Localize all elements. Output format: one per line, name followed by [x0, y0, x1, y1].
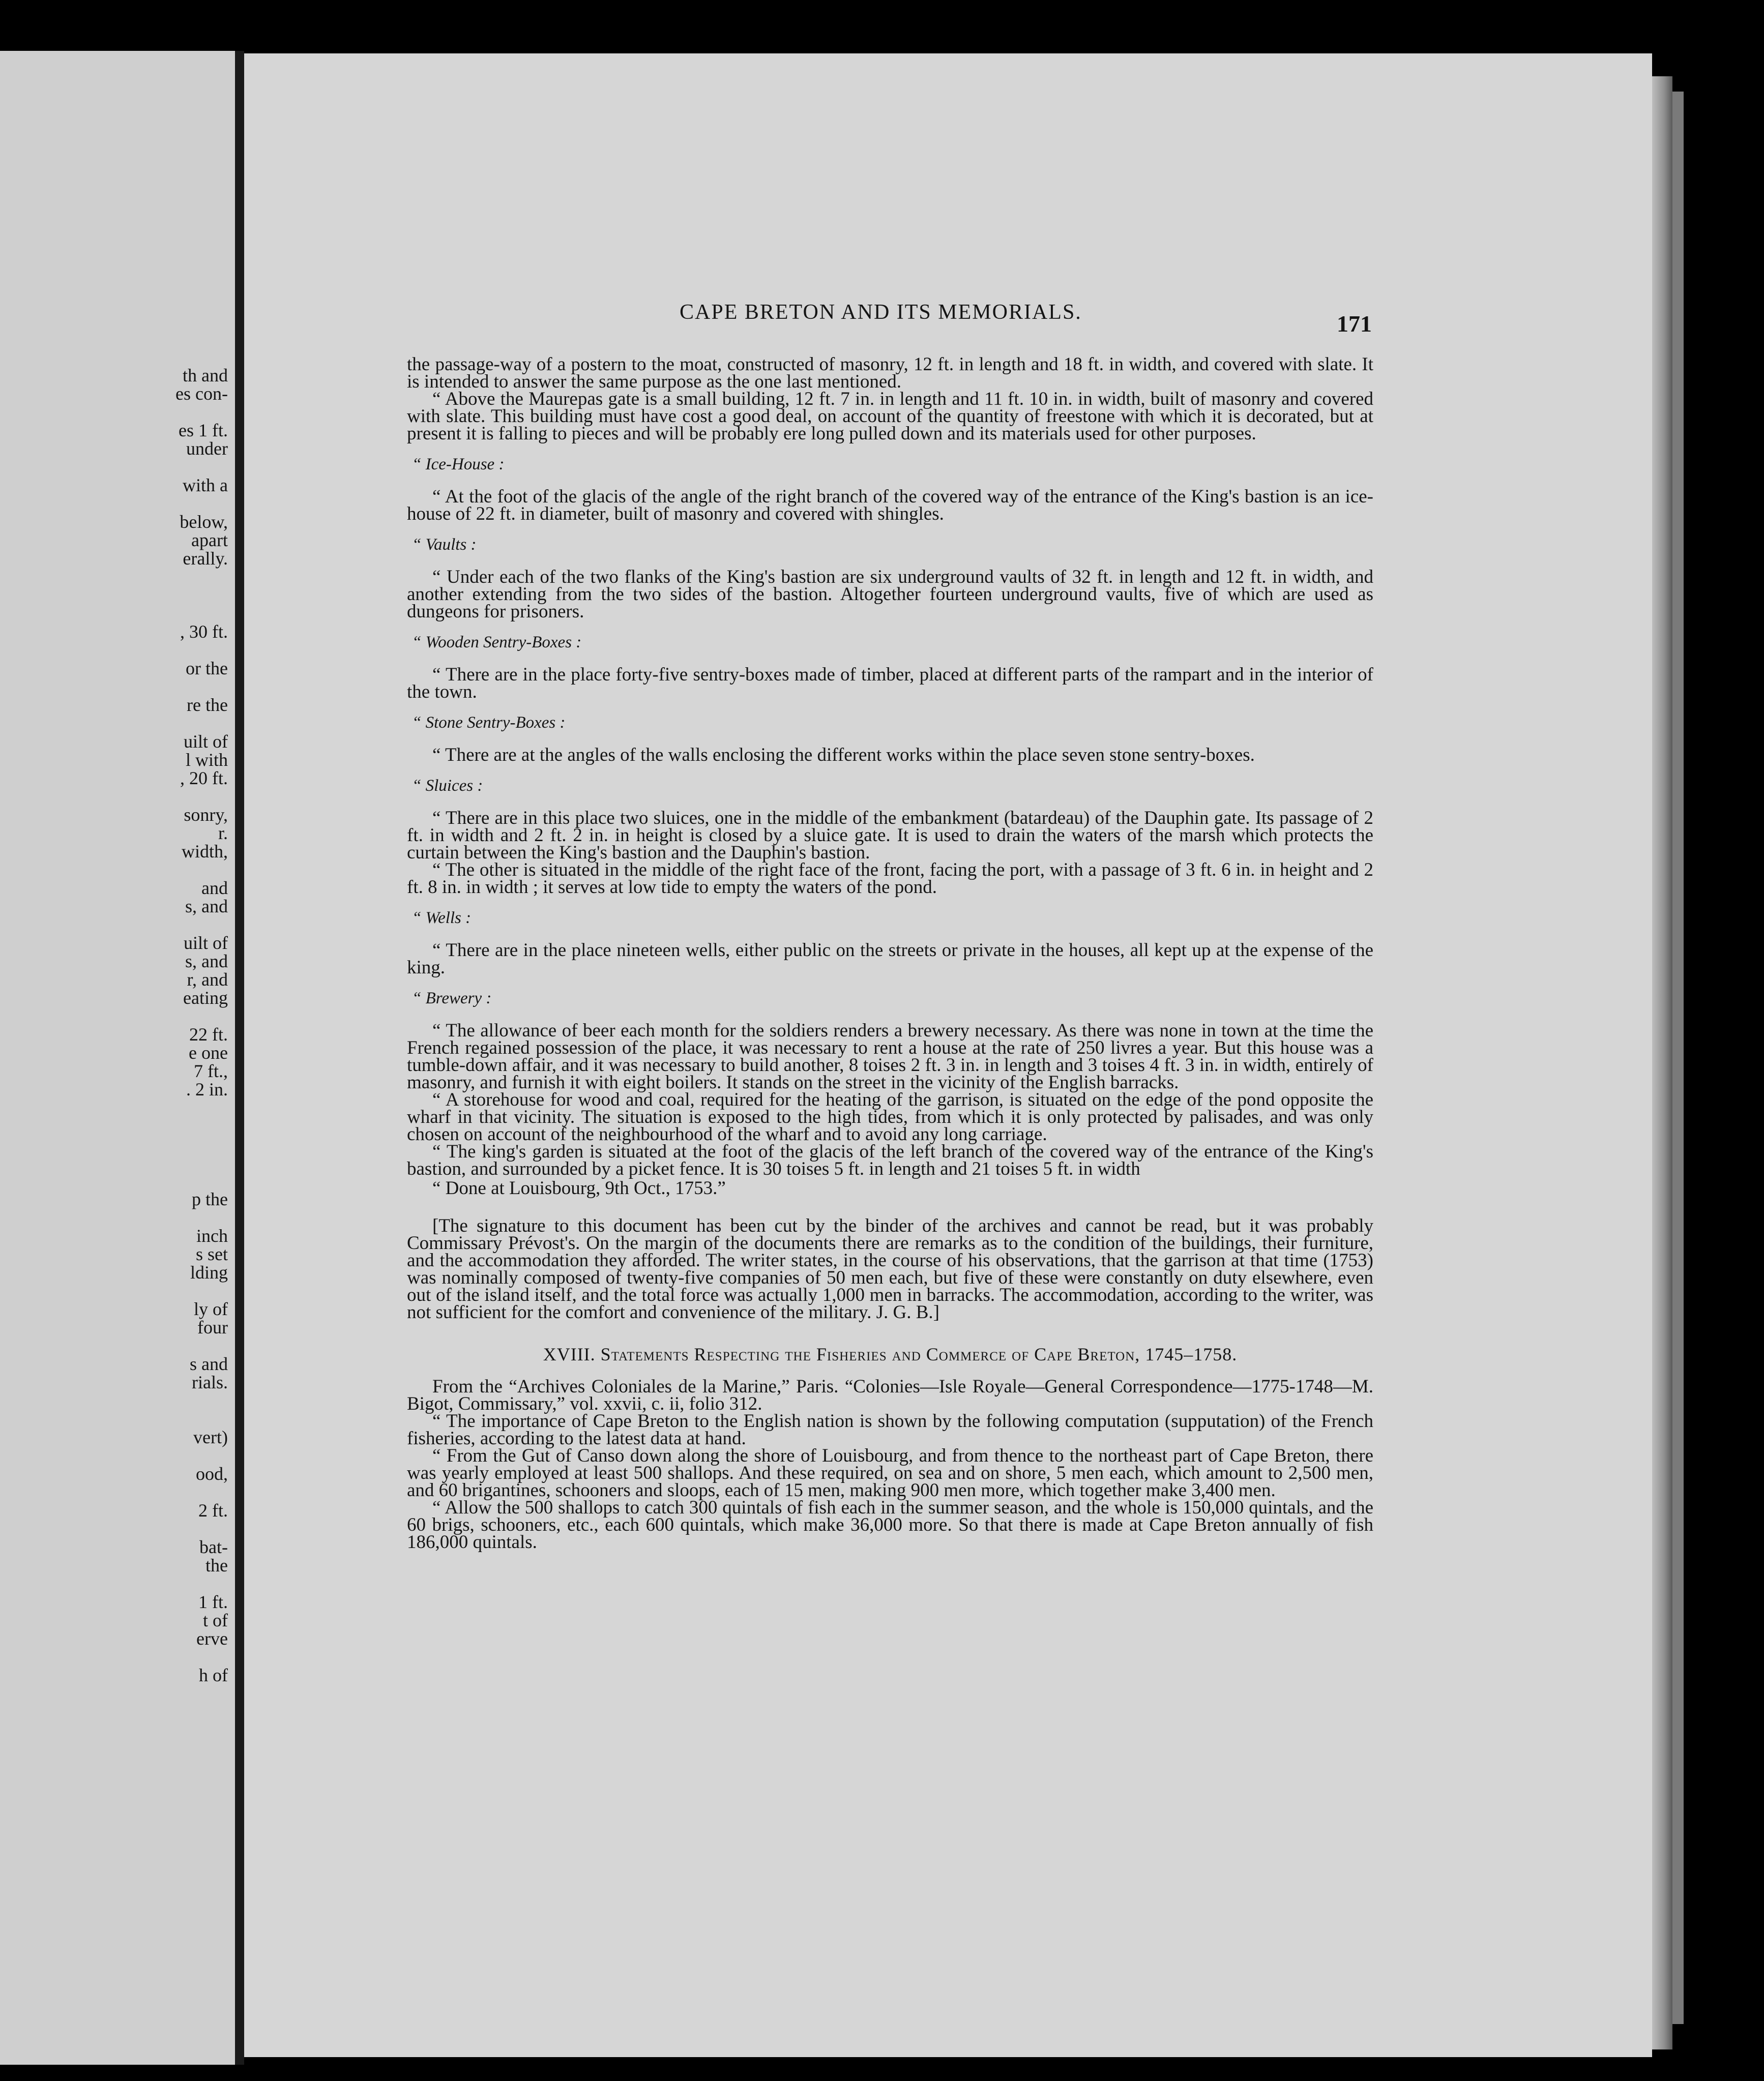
- left-page-line: [4, 641, 228, 659]
- left-page-line: four: [197, 1317, 228, 1337]
- left-page-line: [4, 860, 228, 879]
- left-page-line: bat-: [199, 1537, 228, 1557]
- paragraph: “ The other is situated in the middle of the right face of the front, facing the port, with a passage of 3 ft. 6 in. in height and 2 ft. 8 in. in width ; it serves at low tide to empty the waters of the pond.: [407, 859, 1373, 898]
- left-page-line: [4, 1135, 228, 1153]
- left-page-line: uilt of: [184, 731, 228, 752]
- paragraph: “ There are in this place two sluices, one in the middle of the embankment (batardeau) of the Dauphin gate. Its passage of 2 ft. in width and 2 ft. 2 in. in height is closed by a sluice gate. It is used to drain the waters of the marsh which protects the curtain between the King's bastion and the Dauphin's bastion.: [407, 808, 1373, 863]
- paragraph: “ The allowance of beer each month for the soldiers renders a brewery necessary. As there was none in town at the time the French regained possession of the place, it was necessary to rent a house at the rate of 250 livres a year. But this house was a tumble-down affair, and it was necessary to build another, 8 toises 2 ft. 3 in. in length and 3 toises 4 ft. 3 in. in width, entirely of masonry, and furnish it with eight boilers. It stands on the street in the vicinity of the English barracks.: [407, 1020, 1373, 1093]
- left-page-line: [4, 568, 228, 586]
- left-page-line: re the: [187, 695, 228, 715]
- left-page-line: the: [205, 1555, 228, 1575]
- left-page-line: [4, 1483, 228, 1501]
- left-page-line: [4, 1410, 228, 1428]
- left-page-line: . 2 in.: [186, 1079, 228, 1099]
- left-page-line: [4, 1153, 228, 1172]
- paragraph: “ The king's garden is situated at the foot of the glacis of the left branch of the covered way of the entrance of the King's bastion, and surrounded by a picket fence. It is 30 toises 5 ft. in length and 21 toises 5 ft. in width: [407, 1141, 1373, 1179]
- left-page-line: s set: [196, 1244, 228, 1264]
- left-page-line: [4, 1282, 228, 1300]
- left-page-line: es con-: [175, 383, 228, 404]
- left-page-line: [4, 1574, 228, 1593]
- left-page-line: [4, 1446, 228, 1465]
- left-page-line: [4, 915, 228, 934]
- page-edge-shadow: [1672, 92, 1684, 2024]
- left-page-line: vert): [193, 1427, 228, 1447]
- left-page-line: [4, 787, 228, 806]
- section-heading: “ Vaults :: [412, 536, 477, 554]
- left-page-line: s, and: [185, 896, 228, 916]
- left-page-line: [4, 1007, 228, 1025]
- left-page-line: s, and: [185, 951, 228, 971]
- left-page-line: apart: [191, 530, 228, 550]
- left-page-line: width,: [181, 841, 228, 861]
- left-page-line: [4, 1172, 228, 1190]
- left-page-line: , 20 ft.: [180, 768, 228, 788]
- left-page-line: [4, 604, 228, 622]
- left-page-line: [4, 677, 228, 696]
- section-heading: “ Sluices :: [412, 777, 483, 795]
- paragraph: “ There are in the place nineteen wells, either public on the streets or private in the houses, all kept up at the expense of the king.: [407, 940, 1373, 978]
- left-page-line: [4, 1520, 228, 1538]
- paragraph: From the “Archives Coloniales de la Marine,” Paris. “Colonies—Isle Royale—General Correspondence—1775-1748—M. Bigot, Commissary,” vol. xxvii, c. ii, folio 312.: [407, 1376, 1373, 1414]
- signature-line: “ Done at Louisbourg, 9th Oct., 1753.”: [432, 1178, 726, 1199]
- left-page-fragment: [0, 51, 238, 2065]
- left-page-line: l with: [185, 750, 228, 770]
- left-page-line: uilt of: [184, 933, 228, 953]
- left-page-text: [4, 366, 228, 1684]
- paragraph: “ The importance of Cape Breton to the English nation is shown by the following computation (supputation) of the French fisheries, according to the latest data at hand.: [407, 1411, 1373, 1449]
- left-page-line: e one: [189, 1043, 228, 1063]
- left-page-line: inch: [196, 1226, 228, 1246]
- left-page-line: with a: [183, 475, 228, 495]
- left-page-line: [4, 403, 228, 421]
- section-heading: “ Stone Sentry-Boxes :: [412, 714, 566, 732]
- left-page-line: [4, 1336, 228, 1355]
- paragraph: “ There are at the angles of the walls enclosing the different works within the place seven stone sentry-boxes.: [432, 745, 1255, 765]
- left-page-line: [4, 1208, 228, 1227]
- left-page-line: lding: [190, 1262, 228, 1283]
- paragraph: “ A storehouse for wood and coal, required for the heating of the garrison, is situated on the edge of the pond opposite the wharf in that vicinity. The situation is exposed to the high tides, from which it is only protected by palisades, and was only chosen on account of the neighbourhood of the wharf and to avoid any long carriage.: [407, 1089, 1373, 1145]
- section-heading: “ Ice-House :: [412, 455, 505, 473]
- paragraph: “ At the foot of the glacis of the angle of the right branch of the covered way of the entrance of the King's bastion is an ice-house of 22 ft. in diameter, built of masonry and covered with shingles.: [407, 486, 1373, 524]
- left-page-line: and: [201, 878, 228, 898]
- left-page-line: h of: [199, 1665, 228, 1685]
- left-page-line: erve: [196, 1628, 228, 1649]
- left-page-line: [4, 1648, 228, 1666]
- book-gutter: [235, 51, 244, 2065]
- left-page-line: 7 ft.,: [194, 1061, 228, 1081]
- paragraph: “ From the Gut of Canso down along the shore of Louisbourg, and from thence to the northeast part of Cape Breton, there was yearly employed at least 500 shallops. And these required, on sea and on shore, 5 men each, which amount to 2,500 men, and 60 brigantines, schooners and sloops, each of 15 men, making 900 men more, which together make 3,400 men.: [407, 1445, 1373, 1501]
- left-page-line: ood,: [196, 1464, 228, 1484]
- left-page-line: r, and: [187, 969, 228, 990]
- paragraph: “ There are in the place forty-five sentry-boxes made of timber, placed at different parts of the rampart and in the interior of the town.: [407, 664, 1373, 702]
- chapter-number: XVIII.: [543, 1344, 596, 1364]
- left-page-line: 2 ft.: [198, 1500, 228, 1521]
- left-page-line: , 30 ft.: [180, 621, 228, 642]
- section-heading: “ Brewery :: [412, 989, 492, 1007]
- left-page-line: p the: [192, 1189, 228, 1209]
- left-page-line: [4, 1098, 228, 1117]
- page-number: 171: [1337, 311, 1372, 337]
- left-page-line: below,: [180, 512, 228, 532]
- left-page-line: es 1 ft.: [179, 420, 228, 440]
- page-edge: [1652, 76, 1672, 2049]
- left-page-line: eating: [183, 988, 228, 1008]
- left-page-line: ly of: [194, 1299, 228, 1319]
- left-page-line: t of: [203, 1610, 228, 1630]
- running-head: CAPE BRETON AND ITS MEMORIALS.: [680, 301, 1082, 324]
- left-page-line: or the: [186, 658, 228, 678]
- section-heading: “ Wells :: [412, 909, 472, 927]
- section-heading: “ Wooden Sentry-Boxes :: [412, 633, 582, 651]
- left-page-line: rials.: [192, 1372, 228, 1392]
- left-page-line: [4, 714, 228, 732]
- left-page-line: th and: [183, 365, 228, 385]
- left-page-line: [4, 458, 228, 476]
- paragraph: the passage-way of a postern to the moat, constructed of masonry, 12 ft. in length and 18 ft. in width, and covered with slate. It is intended to answer the same purpose as the one last mentioned.: [407, 354, 1373, 392]
- left-page-line: [4, 494, 228, 513]
- left-page-line: sonry,: [184, 805, 228, 825]
- left-page-line: 1 ft.: [198, 1592, 228, 1612]
- chapter-title-text: Statements Respecting the Fisheries and Commerce of Cape Breton, 1745–1758.: [600, 1344, 1238, 1364]
- left-page-line: 22 ft.: [189, 1024, 228, 1045]
- left-page-line: [4, 586, 228, 604]
- left-page-line: erally.: [183, 548, 228, 569]
- paragraph: “ Allow the 500 shallops to catch 300 quintals of fish each in the summer season, and the whole is 150,000 quintals, and the 60 brigs, schooners, etc., each 600 quintals, which make 36,000 more. So that there is made at Cape Breton annually of fish 186,000 quintals.: [407, 1497, 1373, 1553]
- chapter-title: [407, 1346, 1373, 1363]
- left-page-line: under: [186, 438, 228, 459]
- left-page-line: s and: [190, 1354, 228, 1374]
- left-page-line: [4, 1117, 228, 1135]
- paragraph: “ Above the Maurepas gate is a small building, 12 ft. 7 in. in length and 11 ft. 10 in. in width, built of masonry and covered with slate. This building must have cost a good deal, on account of the quantity of freestone with which it is decorated, but at present it is falling to pieces and will be probably ere long pulled down and its materials used for other purposes.: [407, 389, 1373, 444]
- left-page-line: [4, 1391, 228, 1410]
- paragraph: “ Under each of the two flanks of the King's bastion are six underground vaults of 32 ft. in length and 12 ft. in width, and another extending from the two sides of the bastion. Altogether fourteen underground vaults, five of which are used as dungeons for prisoners.: [407, 567, 1373, 622]
- page-body: [407, 356, 1373, 1551]
- editor-note: [The signature to this document has been cut by the binder of the archives and cannot be read, but it was probably Commissary Prévost's. On the margin of the documents there are remarks as to the condition of the buildings, their furniture, and the accommodation they afforded. The writer states, in the course of his observations, that the garrison at that time (1753) was nominally composed of twenty-five companies of 50 men each, but five of these were constantly on duty elsewhere, even out of the island itself, and the total force was actually 1,000 men in barracks. The accommodation, according to the writer, was not sufficient for the comfort and convenience of the military. J. G. B.]: [407, 1215, 1373, 1323]
- left-page-line: r.: [218, 823, 228, 843]
